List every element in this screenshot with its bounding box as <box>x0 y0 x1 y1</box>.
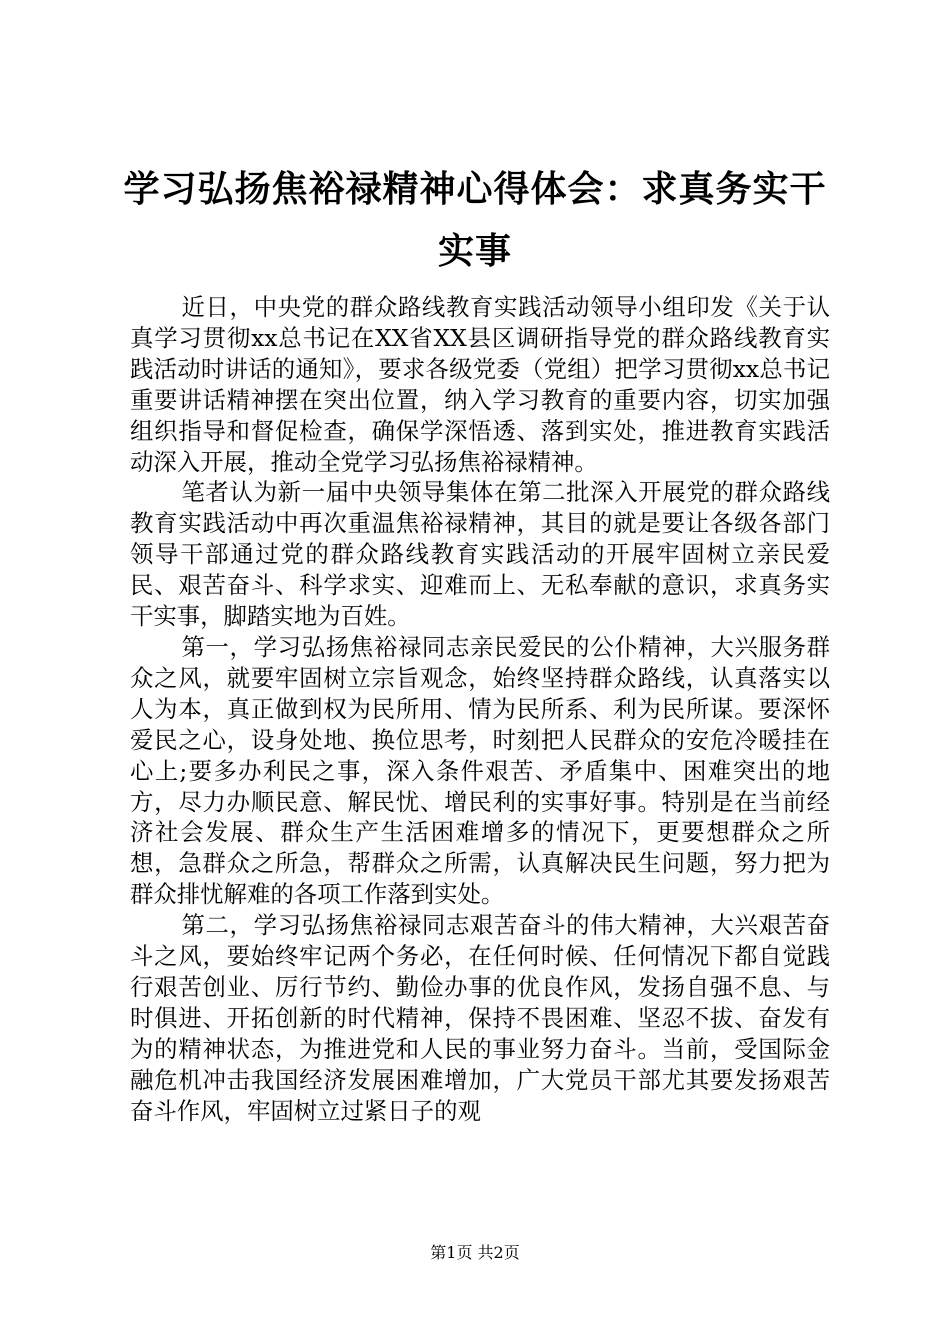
paragraph-opinion: 笔者认为新一届中央领导集体在第二批深入开展党的群众路线教育实践活动中再次重温焦裕禄精神，其目的就是要让各级各部门领导干部通过党的群众路线教育实践活动的开展牢固树立亲民爱民、艰苦奋斗、科学求实、迎难而上、无私奉献的意识，求真务实干实事，脚踏实地为百姓。 <box>130 478 830 631</box>
document-body <box>130 292 830 1126</box>
paragraph-first-point: 第一，学习弘扬焦裕禄同志亲民爱民的公仆精神，大兴服务群众之风，就要牢固树立宗旨观念，始终坚持群众路线，认真落实以人为本，真正做到权为民所用、情为民所系、利为民所谋。要深怀爱民之心，设身处地、换位思考，时刻把人民群众的安危冷暖挂在心上;要多办利民之事，深入条件艰苦、矛盾集中、困难突出的地方，尽力办顺民意、解民忧、增民利的实事好事。特别是在当前经济社会发展、群众生产生活困难增多的情况下，更要想群众之所想，急群众之所急，帮群众之所需，认真解决民生问题，努力把为群众排忧解难的各项工作落到实处。 <box>130 632 830 909</box>
page-number-footer: 第1页 共2页 <box>430 1243 520 1262</box>
paragraph-second-point: 第二，学习弘扬焦裕禄同志艰苦奋斗的伟大精神，大兴艰苦奋斗之风，要始终牢记两个务必，在任何时候、任何情况下都自觉践行艰苦创业、厉行节约、勤俭办事的优良作风，发扬自强不息、与时俱进、开拓创新的时代精神，保持不畏困难、坚忍不拔、奋发有为的精神状态，为推进党和人民的事业努力奋斗。当前，受国际金融危机冲击我国经济发展困难增加，广大党员干部尤其要发扬艰苦奋斗作风，牢固树立过紧日子的观 <box>130 911 830 1125</box>
document-title: 学习弘扬焦裕禄精神心得体会：求真务实干实事 <box>123 168 827 272</box>
paragraph-intro: 近日，中央党的群众路线教育实践活动领导小组印发《关于认真学习贯彻xx总书记在XX省XX县区调研指导党的群众路线教育实践活动时讲话的通知》，要求各级党委（党组）把学习贯彻xx总书记重要讲话精神摆在突出位置，纳入学习教育的重要内容，切实加强组织指导和督促检查，确保学深悟透、落到实处，推进教育实践活动深入开展，推动全党学习弘扬焦裕禄精神。 <box>130 293 830 476</box>
